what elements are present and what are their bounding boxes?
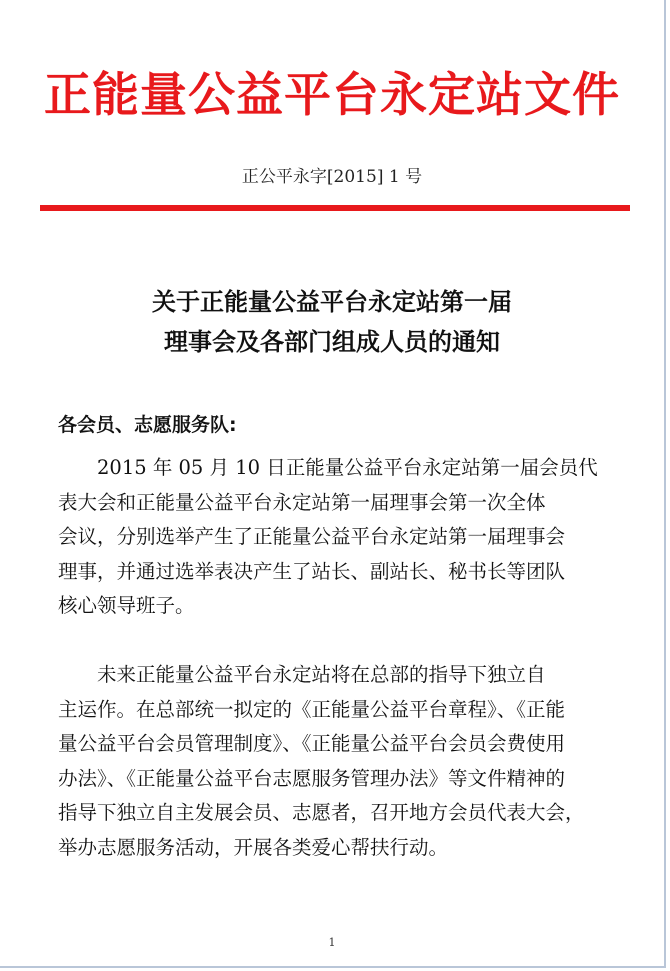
- page-number: 1: [328, 936, 336, 949]
- paragraph-line: 量公益平台会员管理制度》、《正能量公益平台会员会费使用: [58, 732, 566, 755]
- red-divider-line: [40, 205, 630, 211]
- salutation: 各会员、志愿服务队:: [58, 414, 237, 436]
- paragraph-line: 表大会和正能量公益平台永定站第一届理事会第一次全体: [58, 490, 546, 514]
- document-masthead: 正能量公益平台永定站文件: [44, 68, 620, 123]
- notice-title-line-1: 关于正能量公益平台永定站第一届: [152, 288, 512, 316]
- paragraph-line: 核心领导班子。: [58, 594, 195, 617]
- paragraph-line: 会议，分别选举产生了正能量公益平台永定站第一届理事会: [58, 525, 566, 548]
- paragraph-line: 指导下独立自主发展会员、志愿者，召开地方会员代表大会，: [58, 801, 585, 824]
- body-paragraph-1: [58, 451, 618, 624]
- paragraph-line: 办法》、《正能量公益平台志愿服务管理办法》等文件精神的: [58, 766, 566, 790]
- document-number: 正公平永字[2015] 1 号: [241, 167, 423, 187]
- notice-title-line-2: 理事会及各部门组成人员的通知: [164, 328, 500, 356]
- paragraph-line: 未来正能量公益平台永定站将在总部的指导下独立自: [58, 663, 546, 686]
- notice-title: [0, 282, 664, 362]
- paragraph-line: 主运作。在总部统一拟定的《正能量公益平台章程》、《正能: [58, 697, 566, 721]
- paragraph-line: 举办志愿服务活动，开展各类爱心帮扶行动。: [58, 835, 449, 859]
- paragraph-line: 理事，并通过选举表决产生了站长、副站长、秘书长等团队: [58, 559, 566, 583]
- paragraph-line: 2015 年 05 月 10 日正能量公益平台永定站第一届会员代: [58, 456, 598, 479]
- body-paragraph-2: [58, 658, 618, 865]
